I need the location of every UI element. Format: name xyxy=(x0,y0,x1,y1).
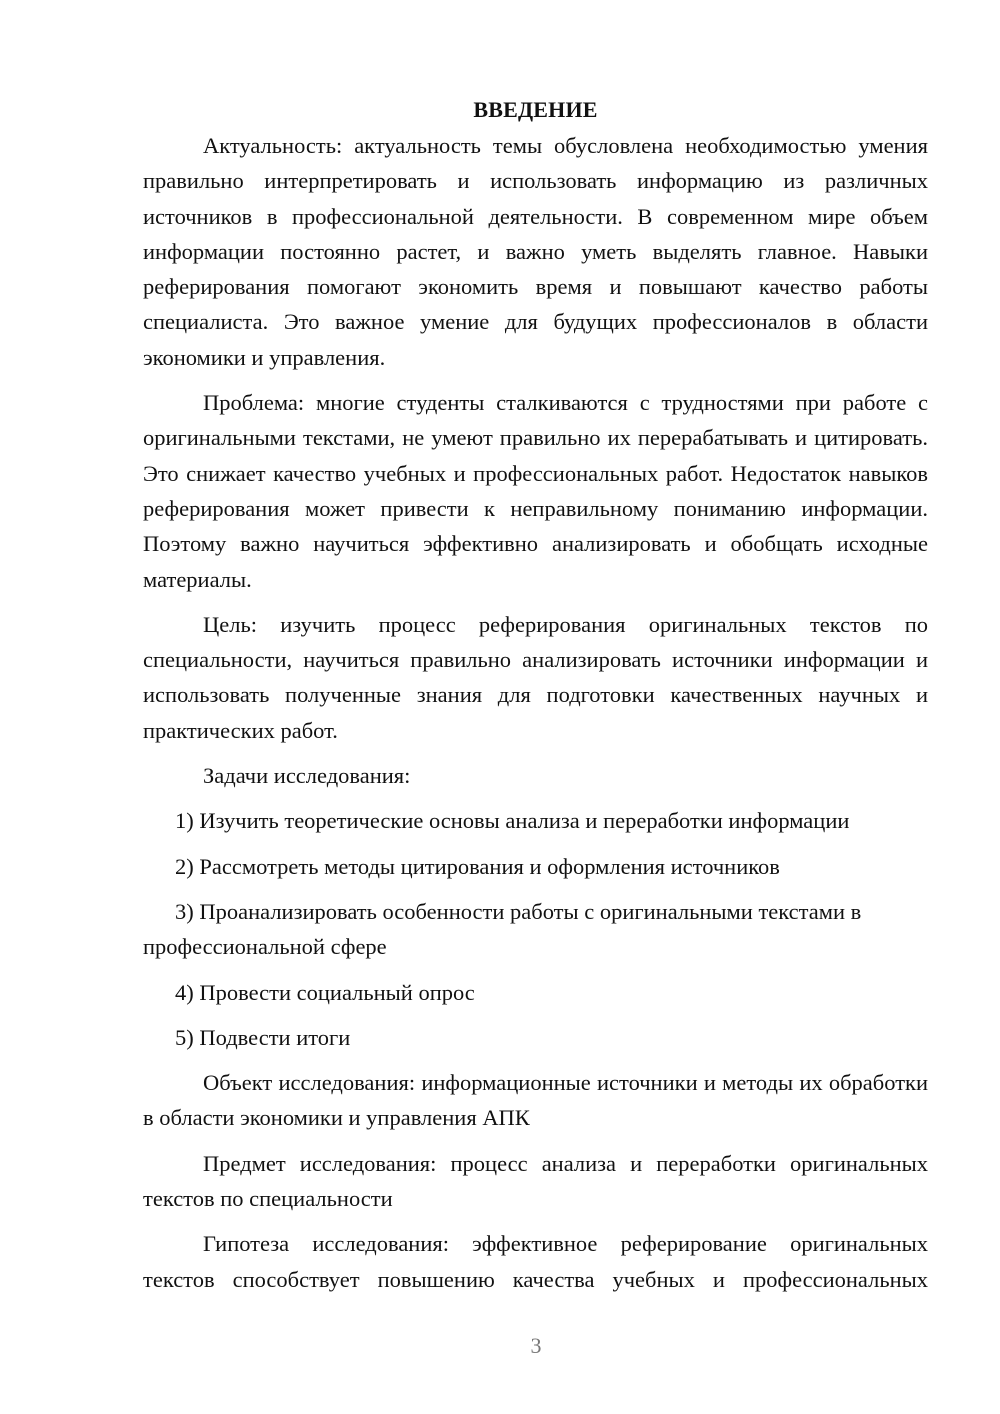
task-item: 4) Провести социальный опрос xyxy=(175,979,475,1005)
relevance-paragraph: Актуальность: актуальность темы обусловлена необходимостью умения правильно интерпретировать и использовать информацию из различных источников в профессиональной деятельности. В современном мире объем информации постоянно растет, и важно уметь выделять главное. Навыки реферирования помогают экономить время и повышают качество работы специалиста. Это важное умение для будущих профессионалов в области экономики и управления. xyxy=(143,133,928,370)
problem-paragraph: Проблема: многие студенты сталкиваются с трудностями при работе с оригинальными текстами, не умеют правильно их перерабатывать и цитировать. Это снижает качество учебных и профессиональных работ. Недостаток навыков реферирования может привести к неправильному пониманию информации. Поэтому важно научиться эффективно анализировать и обобщать исходные материалы. xyxy=(143,390,928,592)
goal-paragraph: Цель: изучить процесс реферирования оригинальных текстов по специальности, научиться правильно анализировать источники информации и использовать полученные знания для подготовки качественных научных и практических работ. xyxy=(143,611,928,743)
section-heading: ВВЕДЕНИЕ xyxy=(473,97,598,122)
subject-paragraph: Предмет исследования: процесс анализа и переработки оригинальных текстов по специальности xyxy=(143,1150,928,1212)
tasks-header: Задачи исследования: xyxy=(203,763,411,789)
task-item: 1) Изучить теоретические основы анализа и переработки информации xyxy=(175,808,850,834)
task-item: 3) Проанализировать особенности работы с оригинальными текстами в профессиональной сфере xyxy=(143,898,862,960)
page-content xyxy=(143,92,928,1307)
task-item: 2) Рассмотреть методы цитирования и оформления источников xyxy=(175,853,780,879)
object-paragraph: Объект исследования: информационные источники и методы их обработки в области экономики и управления АПК xyxy=(143,1070,928,1131)
page-number: 3 xyxy=(530,1333,542,1358)
hypothesis-paragraph: Гипотеза исследования: эффективное реферирование оригинальных текстов способствует повышению качества учебных и профессиональных xyxy=(143,1231,928,1292)
task-item: 5) Подвести итоги xyxy=(175,1024,351,1050)
